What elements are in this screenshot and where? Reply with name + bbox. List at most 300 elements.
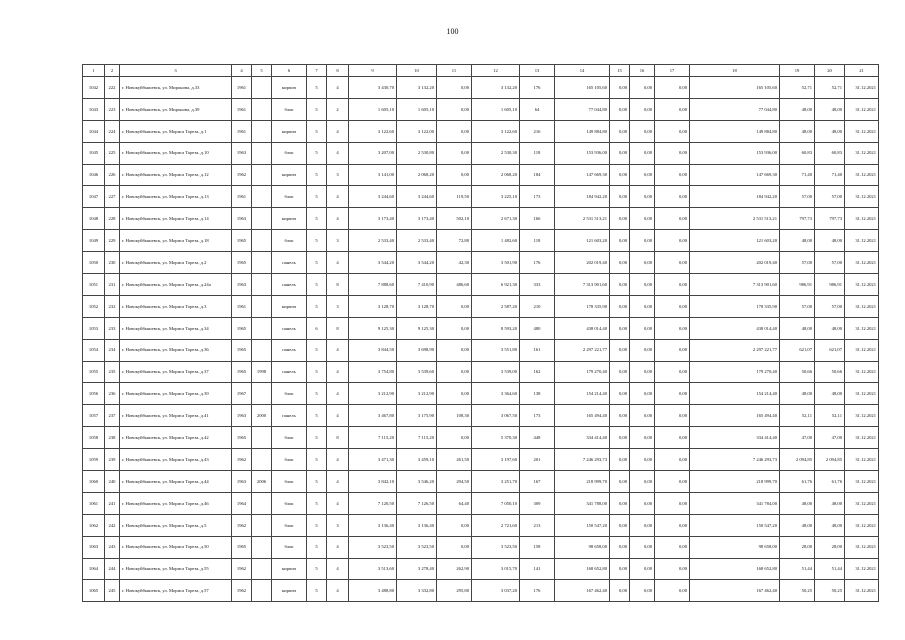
table-cell: кирпич xyxy=(272,295,307,317)
table-cell: 3 698,90 xyxy=(397,339,437,361)
column-header: 18 xyxy=(690,65,780,77)
table-cell: 6 xyxy=(307,317,327,339)
table-cell: кирпич xyxy=(272,77,307,99)
table-cell: 262,90 xyxy=(437,558,472,580)
table-cell: 1965 xyxy=(232,339,252,361)
table-cell: 228 xyxy=(105,208,120,230)
table-cell: 1059 xyxy=(83,449,105,471)
table-cell: 0,00 xyxy=(437,164,472,186)
table-cell: 48,00 xyxy=(780,514,815,536)
column-header: 19 xyxy=(780,65,815,77)
table-cell: 1962 xyxy=(232,164,252,186)
column-header: 5 xyxy=(252,65,272,77)
table-cell: 47,00 xyxy=(815,427,845,449)
table-row xyxy=(83,230,879,252)
address-cell: г. Новокуйбышевск, ул. Мориса Тореза, д.50 xyxy=(120,536,232,558)
column-header: 16 xyxy=(630,65,655,77)
table-cell: 0,00 xyxy=(655,295,690,317)
table-cell: 480 xyxy=(520,317,555,339)
address-cell: г. Новокуйбышевск, ул. Мориса Тореза, д.3 xyxy=(120,295,232,317)
table-cell: 1962 xyxy=(232,580,252,602)
table-cell: 50,25 xyxy=(780,580,815,602)
table-cell: 218 999,70 xyxy=(690,471,780,493)
table-cell: 0,00 xyxy=(630,427,655,449)
table-row xyxy=(83,98,879,120)
table-cell: 7 120,50 xyxy=(349,492,397,514)
table-cell: 150 547,20 xyxy=(555,514,610,536)
table-cell: 52,71 xyxy=(780,77,815,99)
table-cell: 201 xyxy=(520,449,555,471)
table-cell: кирпич xyxy=(272,120,307,142)
table-cell: 3 364,60 xyxy=(472,383,520,405)
table-cell xyxy=(252,98,272,120)
table-cell: 47,00 xyxy=(780,427,815,449)
address-cell: г. Новокуйбышевск, ул. Мориса Тореза, д.14 xyxy=(120,208,232,230)
table-cell: 238 xyxy=(105,427,120,449)
table-cell: 9 125,30 xyxy=(349,317,397,339)
table-cell: 60,83 xyxy=(815,142,845,164)
table-cell: 0,00 xyxy=(610,252,630,274)
table-cell: 0,00 xyxy=(630,295,655,317)
table-cell: 0,00 xyxy=(610,339,630,361)
table-row xyxy=(83,514,879,536)
table-cell: 0,00 xyxy=(630,449,655,471)
table-cell: 333 xyxy=(520,274,555,296)
table-cell: 3 122,60 xyxy=(472,120,520,142)
table-cell: 3 842,10 xyxy=(349,471,397,493)
table-cell: блок xyxy=(272,427,307,449)
table-cell: 167 462,40 xyxy=(690,580,780,602)
table-cell: панель xyxy=(272,361,307,383)
table-cell: 28,00 xyxy=(815,536,845,558)
table-cell: 986,91 xyxy=(815,274,845,296)
table-cell: 0,00 xyxy=(630,405,655,427)
table-cell: 216 xyxy=(520,120,555,142)
table-cell: 7 050,10 xyxy=(472,492,520,514)
table-cell: 223 xyxy=(105,98,120,120)
table-cell: 244 xyxy=(105,558,120,580)
table-cell: 4 xyxy=(327,339,349,361)
table-cell: 1049 xyxy=(83,230,105,252)
table-cell: 3 539,00 xyxy=(472,361,520,383)
table-cell xyxy=(252,252,272,274)
table-cell: 0,00 xyxy=(630,339,655,361)
column-header: 1 xyxy=(83,65,105,77)
table-cell: 0,00 xyxy=(610,186,630,208)
table-cell: кирпич xyxy=(272,164,307,186)
table-cell: 1961 xyxy=(232,120,252,142)
table-cell: 1062 xyxy=(83,514,105,536)
table-cell: 0,00 xyxy=(655,208,690,230)
table-cell: 4 xyxy=(327,536,349,558)
table-cell: 0,00 xyxy=(655,514,690,536)
table-cell: 138 xyxy=(520,383,555,405)
table-cell: 2006 xyxy=(252,471,272,493)
table-cell: 229 xyxy=(105,230,120,252)
table-row xyxy=(83,449,879,471)
address-cell: г. Новокуйбышевск, ул. Мориса Тореза, д.37 xyxy=(120,361,232,383)
table-cell: 5 xyxy=(307,427,327,449)
table-cell: 31.12.2021 xyxy=(845,405,879,427)
table-cell: 231 xyxy=(105,274,120,296)
table-cell: 2 297 221,77 xyxy=(555,339,610,361)
table-cell: 50,66 xyxy=(815,361,845,383)
table-cell: 57,00 xyxy=(815,295,845,317)
table-cell: 213 xyxy=(520,514,555,536)
table-cell: 0,00 xyxy=(655,383,690,405)
table-cell: 4 xyxy=(327,492,349,514)
table-cell: 3 523,50 xyxy=(397,536,437,558)
address-cell: г. Новокуйбышевск, ул. Мориса Тореза, д.39 xyxy=(120,383,232,405)
table-cell: 5 xyxy=(307,339,327,361)
table-cell: 167 462,40 xyxy=(555,580,610,602)
table-cell: 1050 xyxy=(83,252,105,274)
table-cell: 0,00 xyxy=(610,514,630,536)
table-cell xyxy=(252,383,272,405)
table-cell: 48,00 xyxy=(815,230,845,252)
table-cell: 0,00 xyxy=(630,164,655,186)
table-cell: 502,10 xyxy=(437,208,472,230)
table-cell: 0,00 xyxy=(655,580,690,602)
table-cell: 7 126,50 xyxy=(397,492,437,514)
table-cell: 0,00 xyxy=(437,427,472,449)
table-row xyxy=(83,295,879,317)
table-cell: 149 884,80 xyxy=(555,120,610,142)
table-cell: 31.12.2021 xyxy=(845,120,879,142)
table-cell: 0,00 xyxy=(655,186,690,208)
table-cell: 1 482,60 xyxy=(472,230,520,252)
table-cell: 52,11 xyxy=(780,405,815,427)
table-cell: 225 xyxy=(105,142,120,164)
table-cell: 3 488,80 xyxy=(349,580,397,602)
table-cell: 7 246 293,73 xyxy=(690,449,780,471)
table-cell: 153 936,00 xyxy=(690,142,780,164)
table-cell: 4 xyxy=(327,208,349,230)
table-cell: 57,00 xyxy=(780,295,815,317)
table-row xyxy=(83,77,879,99)
table-cell: 797,73 xyxy=(780,208,815,230)
column-header: 20 xyxy=(815,65,845,77)
table-cell: 1962 xyxy=(232,449,252,471)
table-cell: 1965 xyxy=(232,536,252,558)
table-cell: кирпич xyxy=(272,208,307,230)
table-cell: 1047 xyxy=(83,186,105,208)
table-cell: 0,00 xyxy=(655,339,690,361)
table-row xyxy=(83,558,879,580)
table-cell: 184 942,20 xyxy=(555,186,610,208)
table-cell: 31.12.2021 xyxy=(845,361,879,383)
table-cell: 57,00 xyxy=(780,186,815,208)
table-cell: 3 128,70 xyxy=(349,295,397,317)
table-cell: 31.12.2021 xyxy=(845,252,879,274)
table-cell: 1048 xyxy=(83,208,105,230)
table-cell: 3 754,80 xyxy=(349,361,397,383)
table-cell xyxy=(252,449,272,471)
table-cell xyxy=(252,339,272,361)
table-cell: 4 xyxy=(327,120,349,142)
table-cell: 5 xyxy=(307,514,327,536)
table-cell: 0,00 xyxy=(655,98,690,120)
page-number: 100 xyxy=(446,27,459,36)
table-cell: 121 603,20 xyxy=(555,230,610,252)
table-cell: 309 xyxy=(520,492,555,514)
table-cell: 173 xyxy=(520,186,555,208)
table-cell: 51,44 xyxy=(780,558,815,580)
table-cell: 242 xyxy=(105,514,120,536)
table-cell: 4 xyxy=(327,580,349,602)
table-row xyxy=(83,164,879,186)
table-cell: 173 xyxy=(520,405,555,427)
table-cell: 28,00 xyxy=(780,536,815,558)
table-cell: 4 xyxy=(327,142,349,164)
table-cell: 5 xyxy=(307,536,327,558)
table-cell: 1065 xyxy=(83,580,105,602)
table-cell: 1046 xyxy=(83,164,105,186)
table-cell: 77 044,80 xyxy=(690,98,780,120)
table-cell: 2 xyxy=(327,98,349,120)
table-cell: 1042 xyxy=(83,77,105,99)
table-cell: 5 xyxy=(307,98,327,120)
table-cell xyxy=(252,186,272,208)
table-cell: 3 122,60 xyxy=(349,120,397,142)
column-header: 17 xyxy=(655,65,690,77)
table-cell: 3 128,70 xyxy=(397,295,437,317)
table-cell xyxy=(252,536,272,558)
table-cell: 8 xyxy=(327,317,349,339)
column-header: 11 xyxy=(437,65,472,77)
table-cell: 8 xyxy=(327,427,349,449)
table-cell: 3 015,70 xyxy=(472,558,520,580)
table-cell: 3 544,20 xyxy=(397,252,437,274)
table-cell: 243 xyxy=(105,536,120,558)
table-cell: 118 xyxy=(520,230,555,252)
table-cell: 2000 xyxy=(252,405,272,427)
table-cell: 48,00 xyxy=(815,120,845,142)
table-cell: 60,83 xyxy=(780,142,815,164)
table-cell: 4 xyxy=(327,186,349,208)
table-cell: 1961 xyxy=(232,98,252,120)
address-cell: г. Новокуйбышевск, ул. Мориса Тореза, д.43 xyxy=(120,449,232,471)
table-cell: панель xyxy=(272,317,307,339)
table-cell: 7 888,60 xyxy=(349,274,397,296)
table-cell: 176 xyxy=(520,580,555,602)
table-cell: 2 094,85 xyxy=(815,449,845,471)
address-cell: г. Новокуйбышевск, ул. Мориса Тореза, д.55 xyxy=(120,558,232,580)
table-cell: 0,00 xyxy=(437,339,472,361)
table-cell: 0,00 xyxy=(437,317,472,339)
table-cell: 202 019,40 xyxy=(555,252,610,274)
table-cell: 0,00 xyxy=(610,164,630,186)
table-cell: 178 335,90 xyxy=(555,295,610,317)
address-cell: г. Новокуйбышевск, ул. Мориса Тореза, д.36 xyxy=(120,339,232,361)
table-cell: 0,00 xyxy=(610,295,630,317)
table-cell xyxy=(252,492,272,514)
table-cell xyxy=(252,142,272,164)
column-header: 13 xyxy=(520,65,555,77)
table-cell: 3 546,20 xyxy=(397,471,437,493)
table-cell: 1058 xyxy=(83,427,105,449)
table-cell: 4 xyxy=(327,361,349,383)
table-cell: 165 105,60 xyxy=(690,77,780,99)
table-cell: 2 530,80 xyxy=(397,142,437,164)
table-row xyxy=(83,405,879,427)
table-cell: 5 370,30 xyxy=(472,427,520,449)
table-cell: 48,00 xyxy=(780,230,815,252)
table-cell: 1 605,10 xyxy=(349,98,397,120)
table-row xyxy=(83,120,879,142)
table-cell: 986,91 xyxy=(780,274,815,296)
table-cell: 3 251,70 xyxy=(472,471,520,493)
table-cell: 218 999,70 xyxy=(555,471,610,493)
table-cell: 3 136,40 xyxy=(397,514,437,536)
table-cell: 3 122,00 xyxy=(397,120,437,142)
address-cell: г. Новокуйбышевск, ул. Мориса Тореза, д.1 xyxy=(120,120,232,142)
table-cell: 3 175,90 xyxy=(397,405,437,427)
table-cell: 0,00 xyxy=(610,558,630,580)
table-cell: 232 xyxy=(105,295,120,317)
table-cell xyxy=(252,580,272,602)
table-cell: панель xyxy=(272,274,307,296)
table-cell: 0,00 xyxy=(437,142,472,164)
table-cell: 438 014,40 xyxy=(690,317,780,339)
address-cell: г. Новокуйбышевск, ул. Мориса Тореза, д.46 xyxy=(120,492,232,514)
table-cell: 166 xyxy=(520,208,555,230)
table-cell: 1962 xyxy=(232,514,252,536)
address-cell: г. Новокуйбышевск, ул. Мориса Тореза, д.2 xyxy=(120,252,232,274)
table-cell: 3 132,20 xyxy=(397,77,437,99)
table-cell xyxy=(252,230,272,252)
table-row xyxy=(83,252,879,274)
table-cell: 1965 xyxy=(232,230,252,252)
table-cell: 31.12.2021 xyxy=(845,98,879,120)
table-cell: 71,40 xyxy=(780,164,815,186)
table-cell: 0,00 xyxy=(630,514,655,536)
table-cell: 0,00 xyxy=(655,536,690,558)
table-cell: 0,00 xyxy=(610,77,630,99)
table-cell: 1057 xyxy=(83,405,105,427)
table-cell: 48,00 xyxy=(780,383,815,405)
table-cell: панель xyxy=(272,252,307,274)
table-cell: 0,00 xyxy=(437,98,472,120)
table-cell: 0,00 xyxy=(655,471,690,493)
table-cell: 48,00 xyxy=(780,98,815,120)
table-cell: 222 xyxy=(105,77,120,99)
table-cell: 230 xyxy=(105,252,120,274)
table-cell: 176 xyxy=(520,252,555,274)
table-cell: 7 313 901,60 xyxy=(555,274,610,296)
table-cell: блок xyxy=(272,536,307,558)
table-cell: 0,00 xyxy=(610,580,630,602)
table-cell: 48,00 xyxy=(815,492,845,514)
table-cell: блок xyxy=(272,449,307,471)
table-cell: 3 467,80 xyxy=(349,405,397,427)
table-cell: 2 094,85 xyxy=(780,449,815,471)
table-cell: 0,00 xyxy=(437,536,472,558)
table-cell: 341 788,00 xyxy=(555,492,610,514)
table-cell xyxy=(252,558,272,580)
table-cell: 1963 xyxy=(232,471,252,493)
table-cell: 294,50 xyxy=(437,471,472,493)
table-cell: 72,80 xyxy=(437,230,472,252)
table-cell: 1063 xyxy=(83,536,105,558)
table-cell: 1961 xyxy=(232,295,252,317)
table-cell: 48,00 xyxy=(780,492,815,514)
table-body xyxy=(83,77,879,602)
table-cell: 0,00 xyxy=(610,361,630,383)
table-cell: 5 xyxy=(307,208,327,230)
table-cell: 0,00 xyxy=(610,274,630,296)
table-cell: 797,73 xyxy=(815,208,845,230)
table-cell: 3 278,40 xyxy=(397,558,437,580)
table-cell: 0,00 xyxy=(610,405,630,427)
table-cell: 0,00 xyxy=(630,186,655,208)
table-cell: 0,00 xyxy=(610,471,630,493)
table-cell: 48,00 xyxy=(815,98,845,120)
table-cell: 5 xyxy=(307,383,327,405)
table-cell: 3 067,50 xyxy=(472,405,520,427)
table-cell xyxy=(252,77,272,99)
table-cell: 3 471,30 xyxy=(349,449,397,471)
table-cell: 50,25 xyxy=(815,580,845,602)
table-cell: 0,00 xyxy=(437,295,472,317)
table-cell xyxy=(252,208,272,230)
table-cell: 1064 xyxy=(83,558,105,580)
table-cell: 48,00 xyxy=(815,383,845,405)
table-cell: 5 xyxy=(307,492,327,514)
table-cell: 1963 xyxy=(232,405,252,427)
table-cell: 1043 xyxy=(83,98,105,120)
table-cell: 118 xyxy=(520,142,555,164)
column-header: 4 xyxy=(232,65,252,77)
table-cell: блок xyxy=(272,98,307,120)
table-cell: 2 587,20 xyxy=(472,295,520,317)
table-cell: 5 xyxy=(307,120,327,142)
table-cell: 0,00 xyxy=(610,142,630,164)
address-cell: г. Новокуйбышевск, ул. Мориса Тореза, д.57 xyxy=(120,580,232,602)
table-cell: 237 xyxy=(105,405,120,427)
table-cell: 2 068,20 xyxy=(397,164,437,186)
table-cell: 48,00 xyxy=(815,317,845,339)
table-cell: 1998 xyxy=(252,361,272,383)
table-cell: 5 xyxy=(307,558,327,580)
table-cell: 0,00 xyxy=(655,361,690,383)
column-header: 8 xyxy=(327,65,349,77)
table-cell: 3 501,90 xyxy=(472,252,520,274)
table-cell: 31.12.2021 xyxy=(845,383,879,405)
table-cell: 0,00 xyxy=(655,230,690,252)
table-cell: 3 539,60 xyxy=(397,361,437,383)
table-cell: 2 721,60 xyxy=(472,514,520,536)
table-cell: 4 xyxy=(327,77,349,99)
table-cell: 1053 xyxy=(83,317,105,339)
table-cell: 1060 xyxy=(83,471,105,493)
table-cell: 0,00 xyxy=(655,164,690,186)
table-cell: 0,00 xyxy=(437,77,472,99)
table-cell: 239 xyxy=(105,449,120,471)
table-cell: 0,00 xyxy=(630,383,655,405)
table-cell: 64,40 xyxy=(437,492,472,514)
table-cell: 154 214,40 xyxy=(555,383,610,405)
table-cell: 31.12.2021 xyxy=(845,317,879,339)
table-cell: 5 xyxy=(307,471,327,493)
table-row xyxy=(83,317,879,339)
table-cell: 3 xyxy=(327,230,349,252)
address-cell: г. Новокуйбышевск, ул. Мориса Тореза, д.13 xyxy=(120,186,232,208)
table-cell: 1 605,10 xyxy=(472,98,520,120)
table-cell: 621,07 xyxy=(815,339,845,361)
table-cell xyxy=(252,164,272,186)
table-cell xyxy=(252,274,272,296)
